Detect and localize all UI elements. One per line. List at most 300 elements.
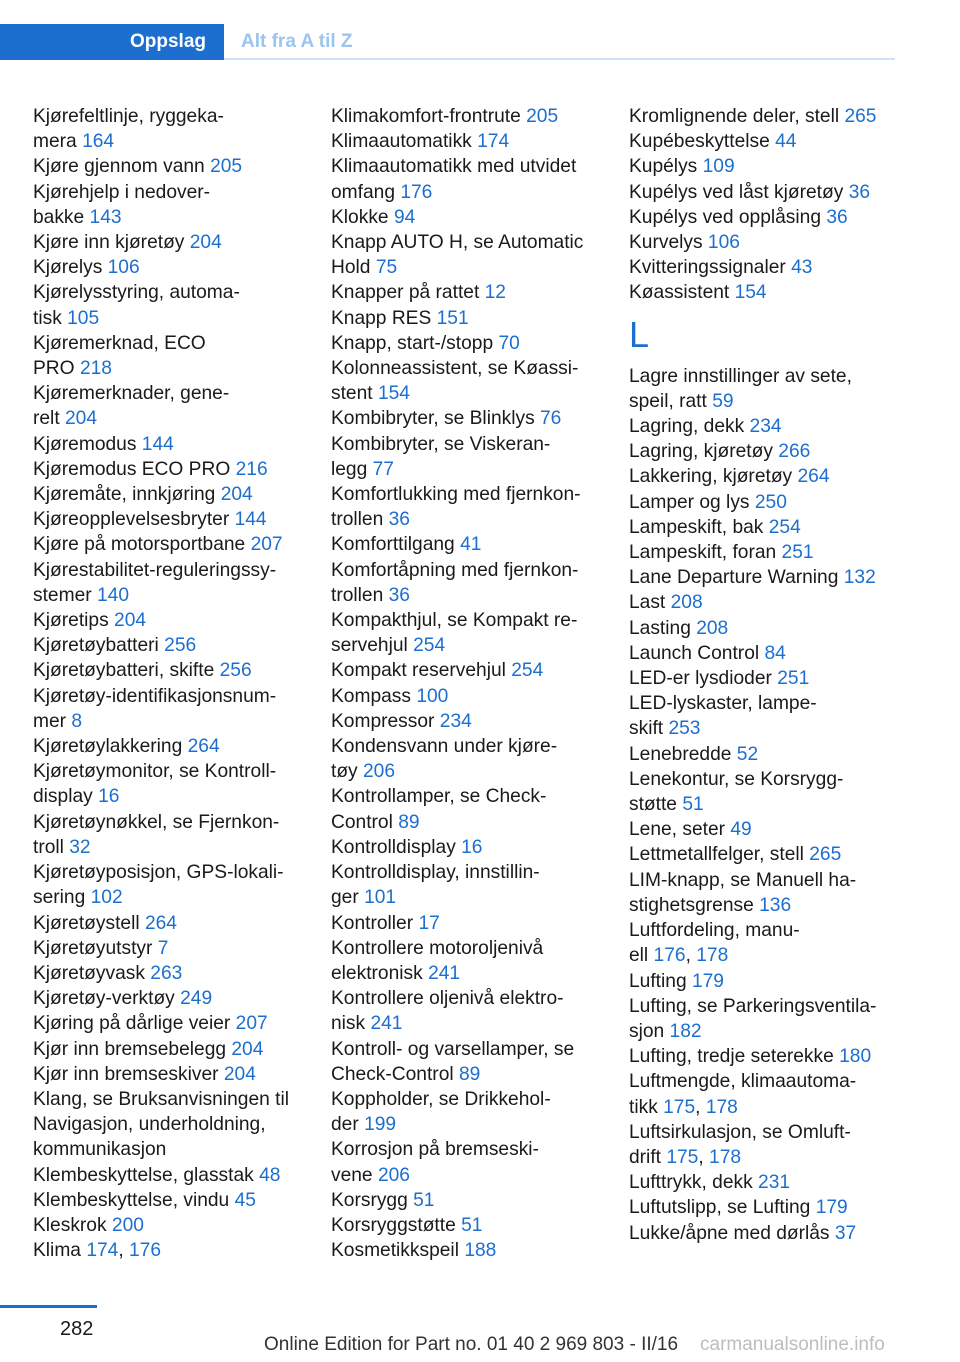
page-link[interactable]: 250 bbox=[754, 491, 787, 513]
index-entry bbox=[331, 1213, 621, 1238]
index-entry bbox=[331, 860, 621, 885]
entry-term: Kjøremåte, innkjøring bbox=[33, 484, 216, 506]
entry-term: Luftfordeling, manu- bbox=[629, 920, 800, 942]
page-link[interactable]: 89 bbox=[458, 1063, 481, 1085]
entry-term: Kjøretøyvask bbox=[33, 962, 145, 984]
tab-alt-fra-a-til-z[interactable]: Alt fra A til Z bbox=[241, 31, 353, 52]
page-link[interactable]: 174 bbox=[477, 131, 510, 153]
index-entry bbox=[629, 817, 929, 842]
entry-term: Kjøremodus bbox=[33, 433, 137, 455]
index-entry bbox=[33, 331, 323, 356]
index-entry-continuation bbox=[33, 1137, 323, 1162]
tab-oppslag[interactable]: Oppslag bbox=[0, 24, 224, 60]
entry-term: Kjørehjelp i nedover- bbox=[33, 181, 211, 203]
page-link[interactable]: 106 bbox=[707, 232, 740, 254]
entry-term: Kjørestabilitet-reguleringssy- bbox=[33, 559, 277, 581]
entry-term: Kjøremerknader, gene- bbox=[33, 383, 230, 405]
entry-term: legg bbox=[331, 458, 368, 480]
page-link[interactable]: 37 bbox=[834, 1222, 857, 1244]
page-link[interactable]: 204 bbox=[231, 1038, 264, 1060]
index-entry-continuation bbox=[331, 961, 621, 986]
entry-term: Lenekontur, se Korsrygg- bbox=[629, 768, 844, 790]
page-link[interactable]: 109 bbox=[702, 156, 735, 178]
entry-term: PRO bbox=[33, 358, 75, 380]
page-link[interactable]: 231 bbox=[758, 1172, 791, 1194]
entry-term: omfang bbox=[331, 181, 395, 203]
index-entry bbox=[33, 230, 323, 255]
page-link[interactable]: 44 bbox=[775, 131, 797, 153]
entry-term: vene bbox=[331, 1164, 373, 1186]
index-entry-continuation bbox=[33, 306, 323, 331]
entry-term: Lettmetallfelger, stell bbox=[629, 844, 804, 866]
page-link[interactable]: 16 bbox=[461, 836, 483, 858]
index-column-3 bbox=[629, 104, 929, 1246]
index-entry bbox=[33, 684, 323, 709]
entry-term: Kjøremodus ECO PRO bbox=[33, 458, 231, 480]
page-link[interactable]: 264 bbox=[797, 466, 830, 488]
index-column-1 bbox=[33, 104, 323, 1263]
index-entry bbox=[629, 1195, 929, 1220]
entry-term: Kompressor bbox=[331, 710, 435, 732]
index-entry bbox=[629, 205, 929, 230]
page-link[interactable]: 100 bbox=[416, 685, 449, 707]
page-link[interactable]: 241 bbox=[370, 1013, 403, 1035]
index-entry bbox=[331, 684, 621, 709]
page-link[interactable]: 154 bbox=[734, 282, 767, 304]
entry-term: Knapper på rattet bbox=[331, 282, 480, 304]
index-entry bbox=[33, 734, 323, 759]
page-link[interactable]: 59 bbox=[712, 390, 734, 412]
entry-term: trollen bbox=[331, 509, 384, 531]
page-link[interactable]: 256 bbox=[164, 635, 197, 657]
page-link[interactable]: 106 bbox=[107, 257, 140, 279]
page-link[interactable]: 204 bbox=[189, 232, 222, 254]
watermark: carmanualsonline.info bbox=[700, 1334, 885, 1355]
index-entry-continuation: drift 175, 178 bbox=[629, 1146, 742, 1168]
index-entry-continuation bbox=[629, 1019, 929, 1044]
index-entry bbox=[629, 490, 929, 515]
index-entry bbox=[331, 482, 621, 507]
page-link[interactable]: 200 bbox=[111, 1214, 144, 1236]
entry-term: Last bbox=[629, 592, 666, 614]
entry-term: Klembeskyttelse, vindu bbox=[33, 1189, 230, 1211]
page-link[interactable]: 144 bbox=[234, 509, 267, 531]
page-link[interactable]: 36 bbox=[848, 181, 871, 203]
entry-term: Klembeskyttelse, glasstak bbox=[33, 1164, 254, 1186]
index-entry bbox=[33, 936, 323, 961]
page-link[interactable]: 176 bbox=[400, 181, 433, 203]
entry-term: Kontrollamper, se Check- bbox=[331, 786, 547, 808]
index-entry bbox=[629, 742, 929, 767]
index-entry-continuation bbox=[331, 507, 621, 532]
entry-term: Kupélys ved låst kjøretøy bbox=[629, 181, 844, 203]
index-entry-continuation bbox=[33, 356, 323, 381]
page-link[interactable]: 216 bbox=[235, 458, 268, 480]
page-link[interactable]: 251 bbox=[777, 668, 810, 690]
index-entry-continuation bbox=[331, 1011, 621, 1036]
index-entry-continuation: tikk 175, 178 bbox=[629, 1096, 738, 1118]
page-link[interactable]: 253 bbox=[668, 718, 701, 740]
entry-term: Kontrolldisplay bbox=[331, 836, 456, 858]
entry-term: Navigasjon, underholdning, bbox=[33, 1114, 266, 1136]
page-link[interactable]: 265 bbox=[844, 106, 877, 127]
index-entry bbox=[629, 1170, 929, 1195]
entry-term: Kondensvann under kjøre- bbox=[331, 736, 558, 758]
index-entry bbox=[33, 759, 323, 784]
page-link[interactable]: 249 bbox=[180, 988, 213, 1010]
entry-term: drift bbox=[629, 1146, 661, 1168]
index-entry bbox=[33, 1087, 323, 1112]
page-link[interactable]: 36 bbox=[388, 584, 410, 606]
entry-term: Kompakthjul, se Kompakt re- bbox=[331, 610, 578, 632]
entry-term: tøy bbox=[331, 761, 358, 783]
page-link[interactable]: 154 bbox=[377, 383, 410, 405]
entry-term: Hold bbox=[331, 257, 371, 279]
page-link[interactable]: 208 bbox=[696, 617, 729, 639]
page-link[interactable]: 207 bbox=[235, 1013, 268, 1035]
entry-term: Klang, se Bruksanvisningen til bbox=[33, 1088, 289, 1110]
index-entry bbox=[629, 540, 929, 565]
index-entry bbox=[331, 835, 621, 860]
page-link[interactable]: 256 bbox=[219, 660, 252, 682]
index-entry bbox=[33, 1011, 323, 1036]
page-link[interactable]: 84 bbox=[764, 642, 786, 664]
page-link[interactable]: 179 bbox=[815, 1197, 848, 1219]
page-link[interactable]: 205 bbox=[210, 156, 243, 178]
page-link[interactable]: 264 bbox=[144, 912, 177, 934]
page-link[interactable]: 263 bbox=[150, 962, 183, 984]
index-entry bbox=[331, 356, 621, 381]
index-entry bbox=[331, 734, 621, 759]
page-link[interactable]: 204 bbox=[114, 610, 147, 632]
entry-term: Kontrollere motoroljenivå bbox=[331, 937, 544, 959]
index-entry-continuation bbox=[33, 1112, 323, 1137]
page-number: 282 bbox=[60, 1318, 94, 1340]
index-entry bbox=[629, 691, 929, 716]
index-entry bbox=[331, 911, 621, 936]
entry-term: Luftmengde, klimaautoma- bbox=[629, 1071, 857, 1093]
entry-term: Kjøretøybatteri, skifte bbox=[33, 660, 215, 682]
entry-term: sering bbox=[33, 887, 86, 909]
page-link[interactable]: 234 bbox=[439, 710, 472, 732]
entry-term: Klima bbox=[33, 1240, 81, 1262]
page-link[interactable]: 151 bbox=[436, 307, 469, 329]
index-entry bbox=[33, 608, 323, 633]
entry-term: Kjøre gjennom vann bbox=[33, 156, 205, 178]
entry-term: Lufttrykk, dekk bbox=[629, 1172, 753, 1194]
index-entry bbox=[33, 1213, 323, 1238]
page-link[interactable]: 208 bbox=[670, 592, 703, 614]
index-entry bbox=[629, 230, 929, 255]
page-link[interactable]: 264 bbox=[187, 736, 220, 758]
index-entry bbox=[33, 633, 323, 658]
index-entry bbox=[629, 414, 929, 439]
page-link[interactable]: 205 bbox=[526, 106, 559, 127]
page-link[interactable]: 105 bbox=[67, 307, 100, 329]
entry-term: Kjøre på motorsportbane bbox=[33, 534, 246, 556]
index-entry-continuation bbox=[33, 885, 323, 910]
entry-term: Kjørefeltlinje, ryggeka- bbox=[33, 106, 224, 127]
index-entry bbox=[331, 1137, 621, 1162]
page-link[interactable]: 199 bbox=[364, 1114, 397, 1136]
index-entry bbox=[33, 154, 323, 179]
page-link[interactable]: 132 bbox=[843, 567, 876, 589]
page-link[interactable]: 204 bbox=[65, 408, 98, 430]
index-entry bbox=[33, 1163, 323, 1188]
index-entry bbox=[33, 558, 323, 583]
page-link[interactable]: 174 bbox=[86, 1240, 119, 1262]
page-link[interactable]: 178 bbox=[709, 1146, 742, 1168]
entry-term: Kjøremerknad, ECO bbox=[33, 332, 206, 354]
index-entry bbox=[629, 515, 929, 540]
index-entry bbox=[629, 1069, 929, 1094]
index-entry bbox=[629, 918, 929, 943]
page-link[interactable]: 254 bbox=[768, 516, 801, 538]
entry-term: ell bbox=[629, 945, 649, 967]
entry-term: Lampeskift, bak bbox=[629, 516, 764, 538]
index-entry bbox=[331, 936, 621, 961]
page-link[interactable]: 254 bbox=[413, 635, 446, 657]
entry-term: Lagring, dekk bbox=[629, 416, 745, 438]
entry-term: Kontroll- og varsellamper, se bbox=[331, 1038, 575, 1060]
entry-term: Kjør inn bremseskiver bbox=[33, 1063, 219, 1085]
entry-term: Kleskrok bbox=[33, 1214, 107, 1236]
entry-term: Check-Control bbox=[331, 1063, 454, 1085]
entry-term: der bbox=[331, 1114, 359, 1136]
index-entry bbox=[331, 1238, 621, 1263]
page-link[interactable]: 70 bbox=[498, 332, 520, 354]
index-entry-continuation bbox=[331, 1163, 621, 1188]
entry-term: Komfortåpning med fjernkon- bbox=[331, 559, 579, 581]
page-link[interactable]: 180 bbox=[839, 1046, 872, 1068]
page-link[interactable]: 241 bbox=[428, 962, 461, 984]
entry-term: stent bbox=[331, 383, 373, 405]
index-entry bbox=[331, 205, 621, 230]
edition-line: Online Edition for Part no. 01 40 2 969 803 - II/16 bbox=[264, 1334, 679, 1355]
index-entry bbox=[331, 406, 621, 431]
page-link[interactable]: 144 bbox=[141, 433, 174, 455]
index-entry bbox=[629, 129, 929, 154]
entry-term: nisk bbox=[331, 1013, 366, 1035]
index-entry bbox=[33, 432, 323, 457]
page-link[interactable]: 175 bbox=[666, 1146, 699, 1168]
entry-term: LED-er lysdioder bbox=[629, 668, 772, 690]
index-entry bbox=[629, 969, 929, 994]
index-entry bbox=[629, 767, 929, 792]
index-entry bbox=[629, 180, 929, 205]
page-link[interactable]: 178 bbox=[696, 945, 729, 967]
page-link[interactable]: 206 bbox=[363, 761, 396, 783]
entry-term: Kjøretøystell bbox=[33, 912, 140, 934]
index-entry bbox=[33, 255, 323, 280]
page-link[interactable]: 206 bbox=[377, 1164, 410, 1186]
entry-term: Korrosjon på bremseski- bbox=[331, 1139, 539, 1161]
entry-term: Lane Departure Warning bbox=[629, 567, 839, 589]
entry-term: Kjøretøylakkering bbox=[33, 736, 183, 758]
entry-term: Kjøretøynøkkel, se Fjernkon- bbox=[33, 811, 280, 833]
page-link[interactable]: 77 bbox=[372, 458, 394, 480]
index-entry bbox=[331, 432, 621, 457]
entry-term: LED-lyskaster, lampe- bbox=[629, 693, 817, 715]
page-link[interactable]: 51 bbox=[682, 794, 704, 816]
page-link[interactable]: 182 bbox=[669, 1020, 702, 1042]
page-link[interactable]: 16 bbox=[98, 786, 120, 808]
page-link[interactable]: 41 bbox=[460, 534, 482, 556]
page-link[interactable]: 8 bbox=[71, 710, 83, 732]
page-link[interactable]: 204 bbox=[220, 484, 253, 506]
index-entry bbox=[33, 860, 323, 885]
entry-term: ger bbox=[331, 887, 359, 909]
page-link[interactable]: 89 bbox=[398, 811, 420, 833]
page-link[interactable]: 218 bbox=[79, 358, 112, 380]
page-link[interactable]: 36 bbox=[388, 509, 410, 531]
page-link[interactable]: 45 bbox=[234, 1189, 256, 1211]
index-entry bbox=[331, 709, 621, 734]
page-link[interactable]: 7 bbox=[157, 937, 169, 959]
index-entry-continuation bbox=[331, 583, 621, 608]
index-entry bbox=[629, 1120, 929, 1145]
index-entry bbox=[33, 810, 323, 835]
page-link[interactable]: 175 bbox=[663, 1096, 696, 1118]
page-link[interactable]: 75 bbox=[375, 257, 398, 279]
entry-term: Kjørelysstyring, automa- bbox=[33, 282, 240, 304]
index-entry bbox=[33, 986, 323, 1011]
index-entry bbox=[33, 1062, 323, 1087]
index-column-2 bbox=[331, 104, 621, 1263]
index-entry bbox=[33, 280, 323, 305]
page-link[interactable]: 136 bbox=[759, 894, 792, 916]
page-link[interactable]: 251 bbox=[781, 542, 814, 564]
page-link[interactable]: 101 bbox=[364, 887, 397, 909]
page-link[interactable]: 48 bbox=[259, 1164, 281, 1186]
index-entry bbox=[629, 994, 929, 1019]
index-entry bbox=[331, 154, 621, 179]
entry-term: tikk bbox=[629, 1096, 658, 1118]
page-link[interactable]: 140 bbox=[96, 584, 129, 606]
entry-term: Lufting, tredje seterekke bbox=[629, 1046, 834, 1068]
page-link[interactable]: 204 bbox=[223, 1063, 256, 1085]
index-entry-continuation bbox=[331, 885, 621, 910]
page-link[interactable]: 51 bbox=[461, 1214, 483, 1236]
index-entry bbox=[33, 180, 323, 205]
page-link[interactable]: 207 bbox=[250, 534, 283, 556]
page-link[interactable]: 179 bbox=[691, 970, 724, 992]
entry-term: Kjøre inn kjøretøy bbox=[33, 232, 185, 254]
index-entry bbox=[331, 558, 621, 583]
entry-term: Kompakt reservehjul bbox=[331, 660, 506, 682]
page-link[interactable]: 176 bbox=[653, 945, 686, 967]
index-entry-continuation bbox=[33, 784, 323, 809]
page-link[interactable]: 102 bbox=[90, 887, 123, 909]
entry-term: Klimakomfort-frontrute bbox=[331, 106, 521, 127]
entry-term: troll bbox=[33, 836, 64, 858]
index-entry bbox=[629, 1221, 929, 1246]
index-entry: Klima 174, 176 bbox=[33, 1240, 162, 1262]
index-entry-continuation bbox=[331, 180, 621, 205]
index-entry bbox=[629, 154, 929, 179]
page-link[interactable]: 94 bbox=[393, 206, 416, 228]
header-tabbar bbox=[0, 24, 895, 60]
entry-term: Lamper og lys bbox=[629, 491, 750, 513]
entry-term: Komforttilgang bbox=[331, 534, 455, 556]
page-link[interactable]: 49 bbox=[730, 819, 752, 841]
entry-term: tisk bbox=[33, 307, 62, 329]
entry-term: Kjøretøybatteri bbox=[33, 635, 159, 657]
page-link[interactable]: 254 bbox=[511, 660, 544, 682]
index-entry bbox=[33, 104, 323, 129]
index-entry bbox=[33, 381, 323, 406]
entry-term: display bbox=[33, 786, 93, 808]
entry-term: Knapp AUTO H, se Automatic bbox=[331, 232, 584, 254]
entry-term: Kosmetikkspeil bbox=[331, 1240, 459, 1262]
page-link[interactable]: 17 bbox=[418, 912, 440, 934]
index-entry bbox=[33, 658, 323, 683]
entry-term: Knapp RES bbox=[331, 307, 432, 329]
page-link[interactable]: 234 bbox=[749, 416, 782, 438]
entry-term: Kjøretøy-verktøy bbox=[33, 988, 175, 1010]
entry-term: Lampeskift, foran bbox=[629, 542, 777, 564]
index-entry bbox=[331, 658, 621, 683]
entry-term: Kupélys ved opplåsing bbox=[629, 206, 822, 228]
entry-term: Kjøretøymonitor, se Kontroll- bbox=[33, 761, 277, 783]
entry-term: trollen bbox=[331, 584, 384, 606]
page-link[interactable]: 76 bbox=[540, 408, 562, 430]
entry-term: skift bbox=[629, 718, 664, 740]
entry-term: Kupébeskyttelse bbox=[629, 131, 770, 153]
entry-term: Køassistent bbox=[629, 282, 730, 304]
index-entry bbox=[331, 280, 621, 305]
entry-term: Kjøring på dårlige veier bbox=[33, 1013, 231, 1035]
page-link[interactable]: 43 bbox=[791, 257, 813, 279]
entry-term: Kjør inn bremsebelegg bbox=[33, 1038, 227, 1060]
entry-term: mer bbox=[33, 710, 67, 732]
entry-term: Klokke bbox=[331, 206, 389, 228]
page-link[interactable]: 176 bbox=[129, 1240, 162, 1262]
entry-term: Control bbox=[331, 811, 393, 833]
page-link[interactable]: 188 bbox=[464, 1240, 497, 1262]
page-link[interactable]: 143 bbox=[89, 206, 122, 228]
index-entry-continuation bbox=[33, 583, 323, 608]
index-entry bbox=[331, 1087, 621, 1112]
entry-term: Kolonneassistent, se Køassi- bbox=[331, 358, 579, 380]
page-link[interactable]: 265 bbox=[809, 844, 842, 866]
page-link[interactable]: 178 bbox=[705, 1096, 738, 1118]
index-entry bbox=[629, 280, 929, 305]
entry-term: Kontrollere oljenivå elektro- bbox=[331, 988, 564, 1010]
index-entry bbox=[629, 641, 929, 666]
index-entry bbox=[629, 364, 929, 389]
entry-term: Lakkering, kjøretøy bbox=[629, 466, 793, 488]
entry-term: Klimaautomatikk med utvidet bbox=[331, 156, 577, 178]
page-link[interactable]: 164 bbox=[82, 131, 115, 153]
page-link[interactable]: 266 bbox=[778, 441, 811, 463]
page-link[interactable]: 51 bbox=[413, 1189, 435, 1211]
entry-term: Lagre innstillinger av sete, bbox=[629, 365, 852, 387]
page-link[interactable]: 32 bbox=[69, 836, 91, 858]
entry-term: speil, ratt bbox=[629, 390, 707, 412]
index-entry bbox=[331, 129, 621, 154]
index-entry-continuation bbox=[331, 810, 621, 835]
entry-term: Koppholder, se Drikkehol- bbox=[331, 1088, 551, 1110]
page-link[interactable]: 12 bbox=[484, 282, 506, 304]
entry-term: LIM-knapp, se Manuell ha- bbox=[629, 869, 857, 891]
entry-term: Kromlignende deler, stell bbox=[629, 106, 840, 127]
page-link[interactable]: 36 bbox=[826, 206, 848, 228]
entry-term: Kjøretøy-identifikasjonsnum- bbox=[33, 685, 277, 707]
entry-term: kommunikasjon bbox=[33, 1139, 167, 1161]
tab-underline bbox=[224, 58, 895, 60]
page-link[interactable]: 52 bbox=[736, 743, 759, 765]
